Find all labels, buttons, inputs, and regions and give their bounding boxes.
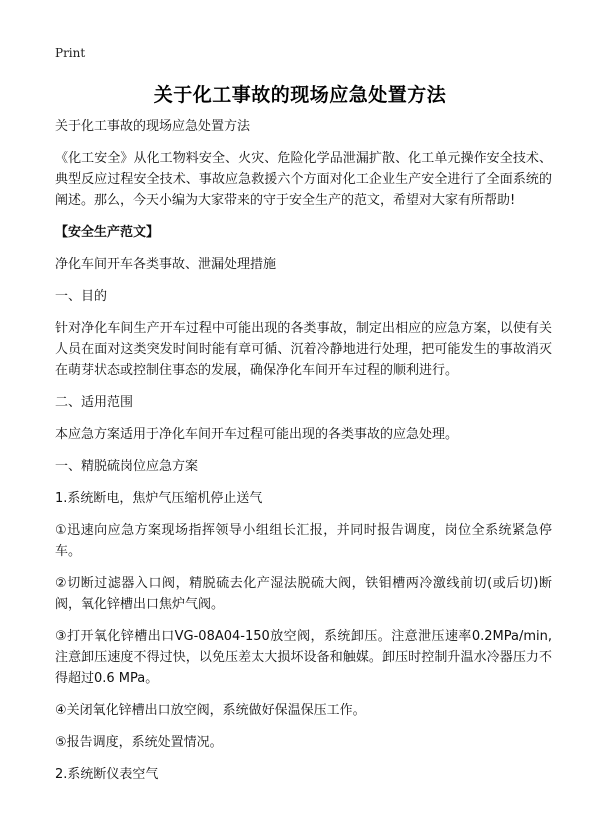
heading-purpose: 一、目的 — [55, 289, 108, 304]
list-item: ①迅速向应急方案现场指挥领导小组组长汇报，并同时报告调度，岗位全系统紧急停车。 — [55, 523, 552, 559]
paragraph-scope: 本应急方案适用于净化车间开车过程可能出现的各类事故的应急处理。 — [55, 427, 459, 442]
paragraph-subtitle: 关于化工事故的现场应急处置方法 — [55, 119, 251, 134]
document-body — [55, 116, 552, 796]
list-item: ②切断过滤器入口阀，精脱硫去化产湿法脱硫大阀，铁钼槽两冷激线前切(或后切)断阀，氧化锌槽出口焦炉气阀。 — [55, 576, 552, 612]
subheading-power-failure: 1.系统断电，焦炉气压缩机停止送气 — [55, 491, 263, 506]
paragraph-purpose: 针对净化车间生产开车过程中可能出现的各类事故，制定出相应的应急方案，以使有关人员在面对这类突发时间时能有章可循、沉着冷静地进行处理，把可能发生的事故消灭在萌芽状态或控制住事态的发展，确保净化车间开车过程的顺利进行。 — [55, 321, 552, 378]
paragraph-intro: 《化工安全》从化工物料安全、火灾、危险化学品泄漏扩散、化工单元操作安全技术、典型反应过程安全技术、事故应急救援六个方面对化工企业生产安全进行了全面系统的阐述。那么，今天小编为大家带来的守于安全生产的范文，希望对大家有所帮助! — [55, 151, 552, 208]
heading-scope: 二、适用范围 — [55, 395, 134, 410]
list-item: ⑤报告调度，系统处置情况。 — [55, 735, 223, 750]
list-item: ④关闭氧化锌槽出口放空阀，系统做好保温保压工作。 — [55, 703, 366, 718]
heading-desulfurization: 一、精脱硫岗位应急方案 — [55, 459, 199, 474]
document-title: 关于化工事故的现场应急处置方法 — [153, 84, 447, 106]
section-heading: 【安全生产范文】 — [55, 225, 160, 240]
print-label: Print — [55, 46, 86, 60]
paragraph-topic: 净化车间开车各类事故、泄漏处理措施 — [55, 257, 277, 272]
subheading-instrument-air: 2.系统断仪表空气 — [55, 767, 159, 782]
list-item: ③打开氧化锌槽出口VG-08A04-150放空阀，系统卸压。注意泄压速率0.2MPa/min,注意卸压速度不得过快，以免压差太大损坏设备和触媒。卸压时控制升温水冷器压力不得超过0.6 MPa。 — [55, 629, 552, 686]
